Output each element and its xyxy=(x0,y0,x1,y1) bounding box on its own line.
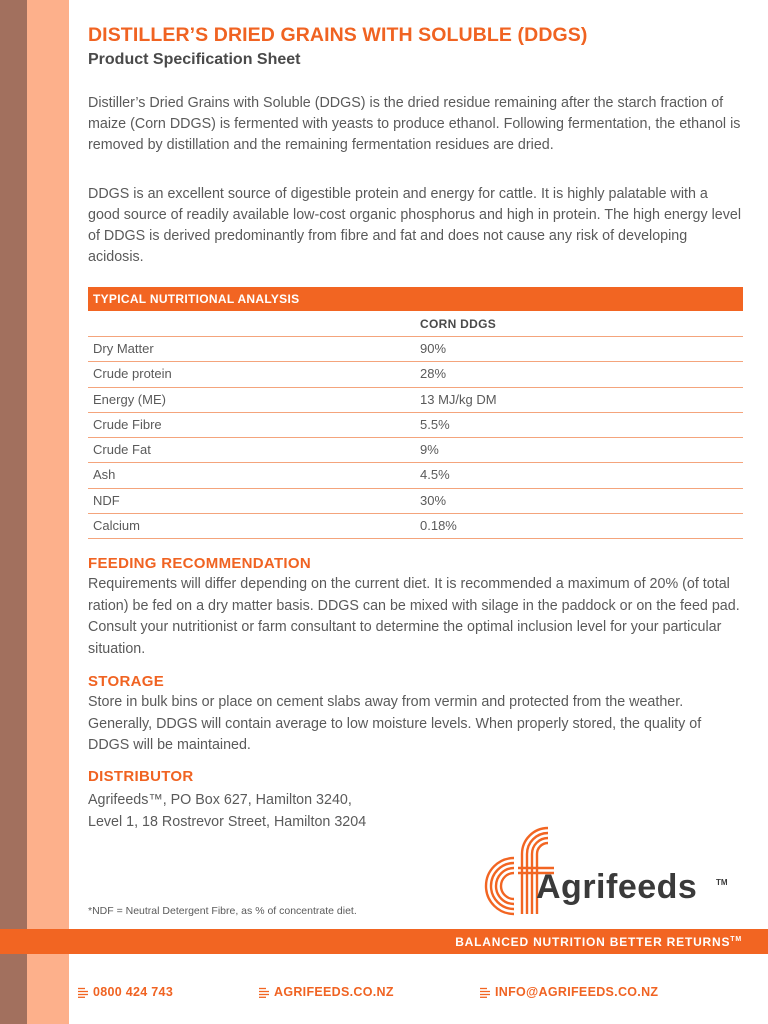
page-title: DISTILLER’S DRIED GRAINS WITH SOLUBLE (DDGS) xyxy=(88,24,588,46)
nutrient-name: Calcium xyxy=(93,518,140,534)
nutrient-name: Crude Fibre xyxy=(93,416,162,432)
nutrient-value: 30% xyxy=(420,492,447,508)
slogan-text: BALANCED NUTRITION BETTER RETURNS xyxy=(455,935,731,949)
lines-icon xyxy=(259,987,270,998)
nutrient-name: Crude Fat xyxy=(93,442,151,458)
table-row xyxy=(88,514,743,539)
table-row xyxy=(88,413,743,438)
nutrient-name: Ash xyxy=(93,467,116,483)
logo-wordmark: Agrifeeds xyxy=(536,868,698,906)
table-row xyxy=(88,438,743,463)
nutrient-name: Energy (ME) xyxy=(93,391,166,407)
slogan-trademark: TM xyxy=(730,936,742,943)
distributor-heading: DISTRIBUTOR xyxy=(88,768,194,785)
lines-icon xyxy=(78,987,89,998)
nutrient-value: 90% xyxy=(420,341,447,356)
storage-text: Store in bulk bins or place on cement slabs away from vermin and protected from the weather. Generally, DDGS will contain average to low moisture levels. When properly stored, the quality of DDGS will be maintained. xyxy=(88,694,702,753)
table-row xyxy=(88,489,743,514)
analysis-column-header: CORN DDGS xyxy=(420,317,497,331)
nutrient-value: 28% xyxy=(420,366,447,382)
nutrient-value: 4.5% xyxy=(420,467,450,483)
slogan xyxy=(455,935,742,949)
page-subtitle: Product Specification Sheet xyxy=(88,51,301,68)
intro-paragraph-2: DDGS is an excellent source of digestible protein and energy for cattle. It is highly palatable with a good source of readily available low-cost organic phosphorus and high in protein. The high energy level of DDGS is derived predominantly from fibre and fat and does not cause any risk of developing acidosis. xyxy=(88,186,742,265)
contact-website[interactable] xyxy=(259,985,394,999)
nutrient-name: Crude protein xyxy=(93,366,172,382)
table-row xyxy=(88,336,743,362)
intro-paragraph-1: Distiller’s Dried Grains with Soluble (DDGS) is the dried residue remaining after the starch fraction of maize (Corn DDGS) is fermented with yeasts to produce ethanol. Following fermentation, the ethanol is removed by distillation and the remaining fermentation residues are dried. xyxy=(88,95,741,153)
lines-icon xyxy=(480,987,491,998)
phone-number[interactable]: 0800 424 743 xyxy=(93,985,174,999)
nutrient-value: 0.18% xyxy=(420,518,457,534)
left-stripe-dark xyxy=(0,0,27,1024)
email-link[interactable]: INFO@AGRIFEEDS.CO.NZ xyxy=(495,985,659,999)
table-row xyxy=(88,463,743,488)
left-stripe-light xyxy=(27,0,69,1024)
feeding-heading: FEEDING RECOMMENDATION xyxy=(88,555,311,572)
table-row xyxy=(88,362,743,387)
logo-trademark: TM xyxy=(716,878,728,887)
nutrient-name: NDF xyxy=(93,492,120,508)
nutrient-name: Dry Matter xyxy=(93,341,154,356)
agrifeeds-logo xyxy=(478,824,728,919)
address-line-1: Agrifeeds™, PO Box 627, Hamilton 3240, xyxy=(88,792,352,808)
footnote: *NDF = Neutral Detergent Fibre, as % of concentrate diet. xyxy=(88,905,357,917)
website-link[interactable]: AGRIFEEDS.CO.NZ xyxy=(274,985,394,999)
table-row xyxy=(88,388,743,413)
nutrient-value: 9% xyxy=(420,442,439,458)
storage-heading: STORAGE xyxy=(88,673,165,690)
nutrient-value: 5.5% xyxy=(420,416,450,432)
feeding-text: Requirements will differ depending on the current diet. It is recommended a maximum of 20% (of total ration) be fed on a dry matter basis. DDGS can be mixed with silage in the paddock or on the feed pad. Consult your nutritionist or farm consultant to determine the optimal inclusion level for your particular situation. xyxy=(88,576,740,657)
analysis-table xyxy=(88,336,743,539)
nutrient-value: 13 MJ/kg DM xyxy=(420,391,497,407)
contact-phone[interactable] xyxy=(78,985,173,999)
contact-email[interactable] xyxy=(480,985,658,999)
analysis-table-heading: TYPICAL NUTRITIONAL ANALYSIS xyxy=(88,287,743,311)
address-line-2: Level 1, 18 Rostrevor Street, Hamilton 3204 xyxy=(88,814,367,830)
